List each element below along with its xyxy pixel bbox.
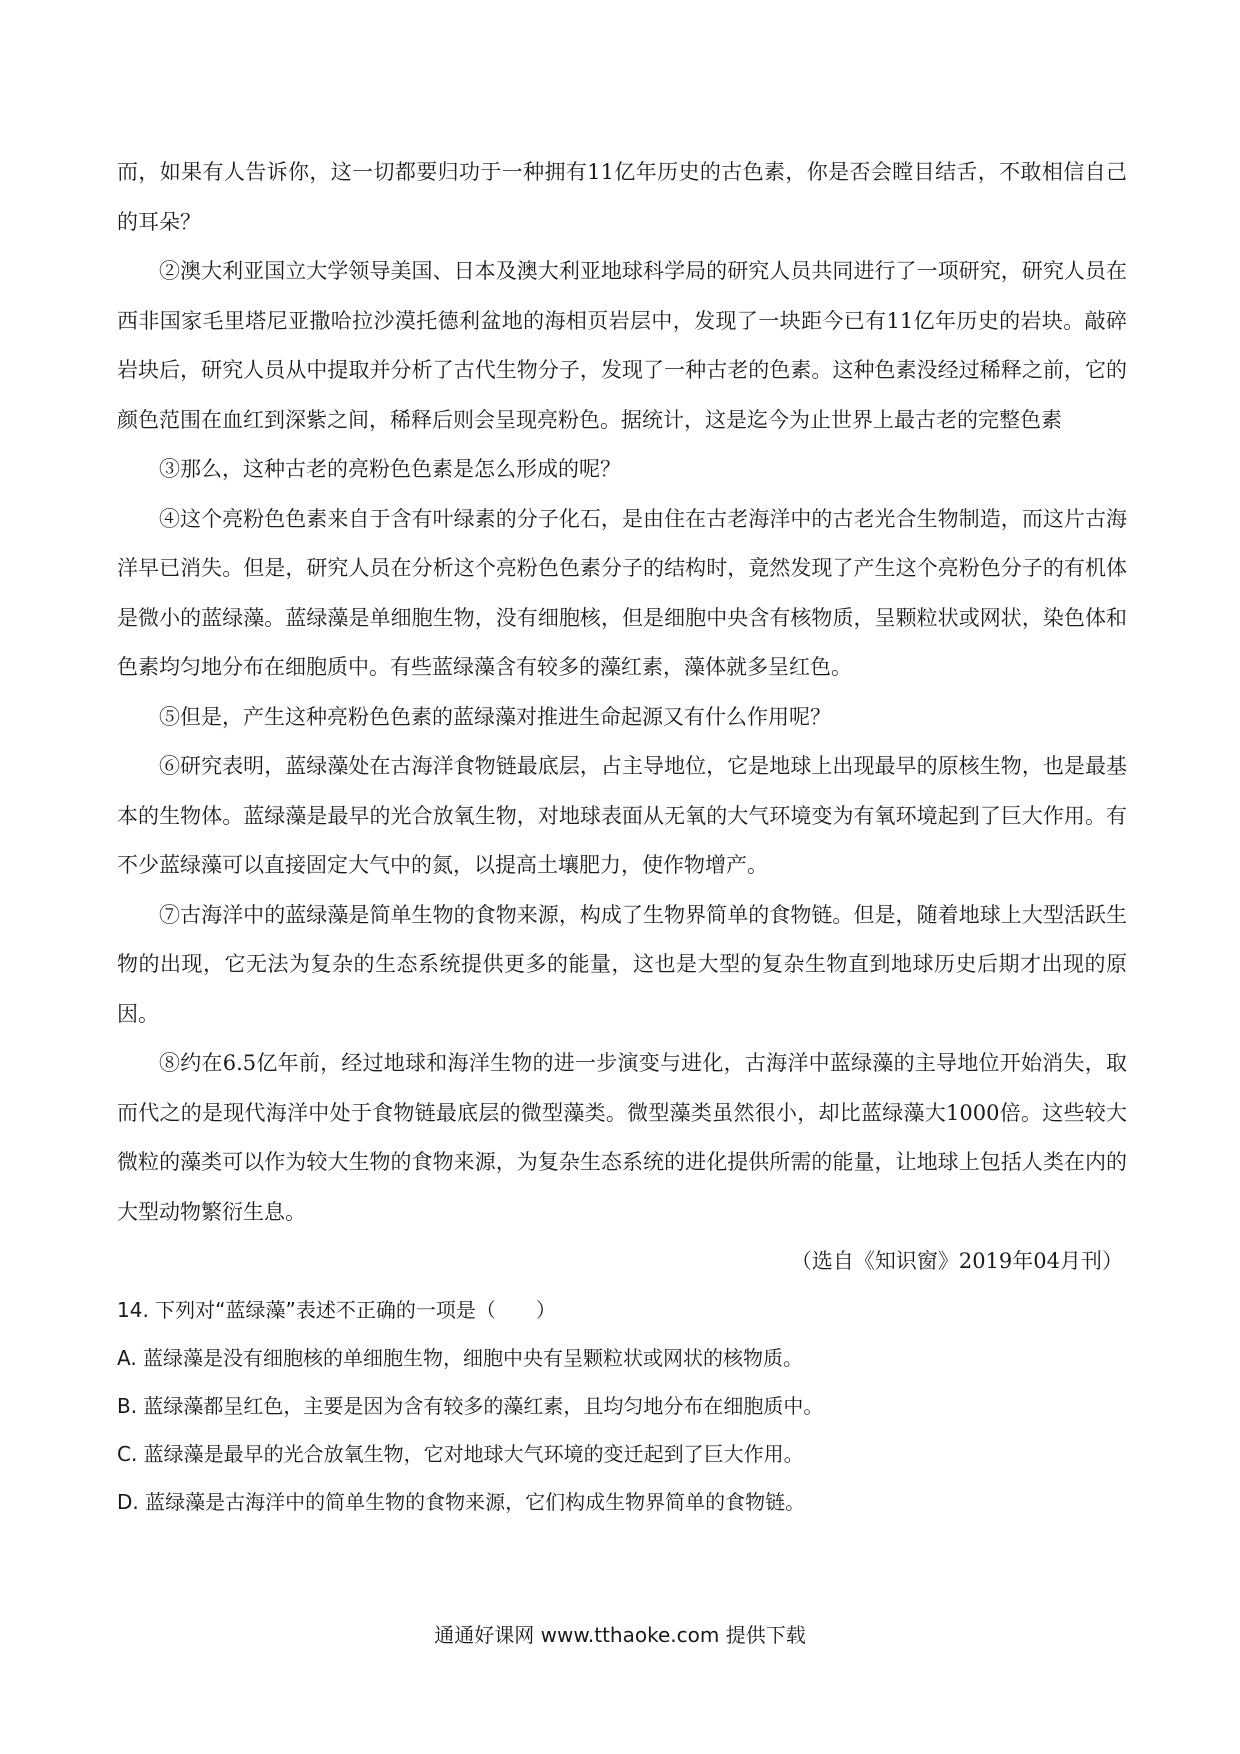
article-paragraph-5: ⑤但是，产生这种亮粉色色素的蓝绿藻对推进生命起源又有什么作用呢？ bbox=[159, 704, 831, 729]
option-d: D. 蓝绿藻是古海洋中的简单生物的食物来源，它们构成生物界简单的食物链。 bbox=[117, 1489, 806, 1514]
article-paragraph-6: ⑥研究表明，蓝绿藻处在古海洋食物链最底层，占主导地位，它是地球上出现最早的原核生物，也是最基本的生物体。蓝绿藻是最早的光合放氧生物，对地球表面从无氧的大气环境变为有氧环境起到了巨大作用。有不少蓝绿藻可以直接固定大气中的氮，以提高土壤肥力，使作物增产。 bbox=[117, 754, 1127, 877]
article-paragraph-8: ⑧约在6.5亿年前，经过地球和海洋生物的进一步演变与进化，古海洋中蓝绿藻的主导地位开始消失，取而代之的是现代海洋中处于食物链最底层的微型藻类。微型藻类虽然很小，却比蓝绿藻大1000倍。这些较大微粒的藻类可以作为较大生物的食物来源，为复杂生态系统的进化提供所需的能量，让地球上包括人类在内的大型动物繁衍生息。 bbox=[117, 1051, 1127, 1224]
question-stem: 14. 下列对“蓝绿藻”表述不正确的一项是（ ） bbox=[117, 1297, 556, 1322]
article-paragraph-4: ④这个亮粉色色素来自于含有叶绿素的分子化石，是由住在古老海洋中的古老光合生物制造，而这片古海洋早已消失。但是，研究人员在分析这个亮粉色色素分子的结构时，竟然发现了产生这个亮粉色分子的有机体是微小的蓝绿藻。蓝绿藻是单细胞生物，没有细胞核，但是细胞中央含有核物质，呈颗粒状或网状，染色体和色素均匀地分布在细胞质中。有些蓝绿藻含有较多的藻红素，藻体就多呈红色。 bbox=[117, 506, 1127, 679]
article-source: （选自《知识窗》2019年04月刊） bbox=[790, 1249, 1123, 1273]
option-c: C. 蓝绿藻是最早的光合放氧生物，它对地球大气环境的变迁起到了巨大作用。 bbox=[117, 1441, 804, 1466]
article-paragraph-2: ②澳大利亚国立大学领导美国、日本及澳大利亚地球科学局的研究人员共同进行了一项研究，研究人员在西非国家毛里塔尼亚撒哈拉沙漠托德利盆地的海相页岩层中，发现了一块距今已有11亿年历史的岩块。敲碎岩块后，研究人员从中提取并分析了古代生物分子，发现了一种古老的色素。这种色素没经过稀释之前，它的颜色范围在血红到深紫之间，稀释后则会呈现亮粉色。据统计，这是迄今为止世界上最古老的完整色素 bbox=[117, 259, 1127, 432]
article-paragraph-3: ③那么，这种古老的亮粉色色素是怎么形成的呢？ bbox=[159, 457, 621, 481]
article-paragraph-7: ⑦古海洋中的蓝绿藻是简单生物的食物来源，构成了生物界简单的食物链。但是，随着地球上大型活跃生物的出现，它无法为复杂的生态系统提供更多的能量，这也是大型的复杂生物直到地球历史后期才出现的原因。 bbox=[117, 902, 1127, 1026]
page-content bbox=[117, 148, 1127, 1526]
article-paragraph-1: 而，如果有人告诉你，这一切都要归功于一种拥有11亿年历史的古色素，你是否会瞠目结舌，不敢相信自己的耳朵？ bbox=[117, 160, 1127, 234]
page-footer: 通通好课网 www.tthaoke.com 提供下载 bbox=[434, 1623, 806, 1647]
option-a: A. 蓝绿藻是没有细胞核的单细胞生物，细胞中央有呈颗粒状或网状的核物质。 bbox=[117, 1345, 804, 1370]
option-b: B. 蓝绿藻都呈红色，主要是因为含有较多的藻红素，且均匀地分布在细胞质中。 bbox=[117, 1393, 824, 1418]
